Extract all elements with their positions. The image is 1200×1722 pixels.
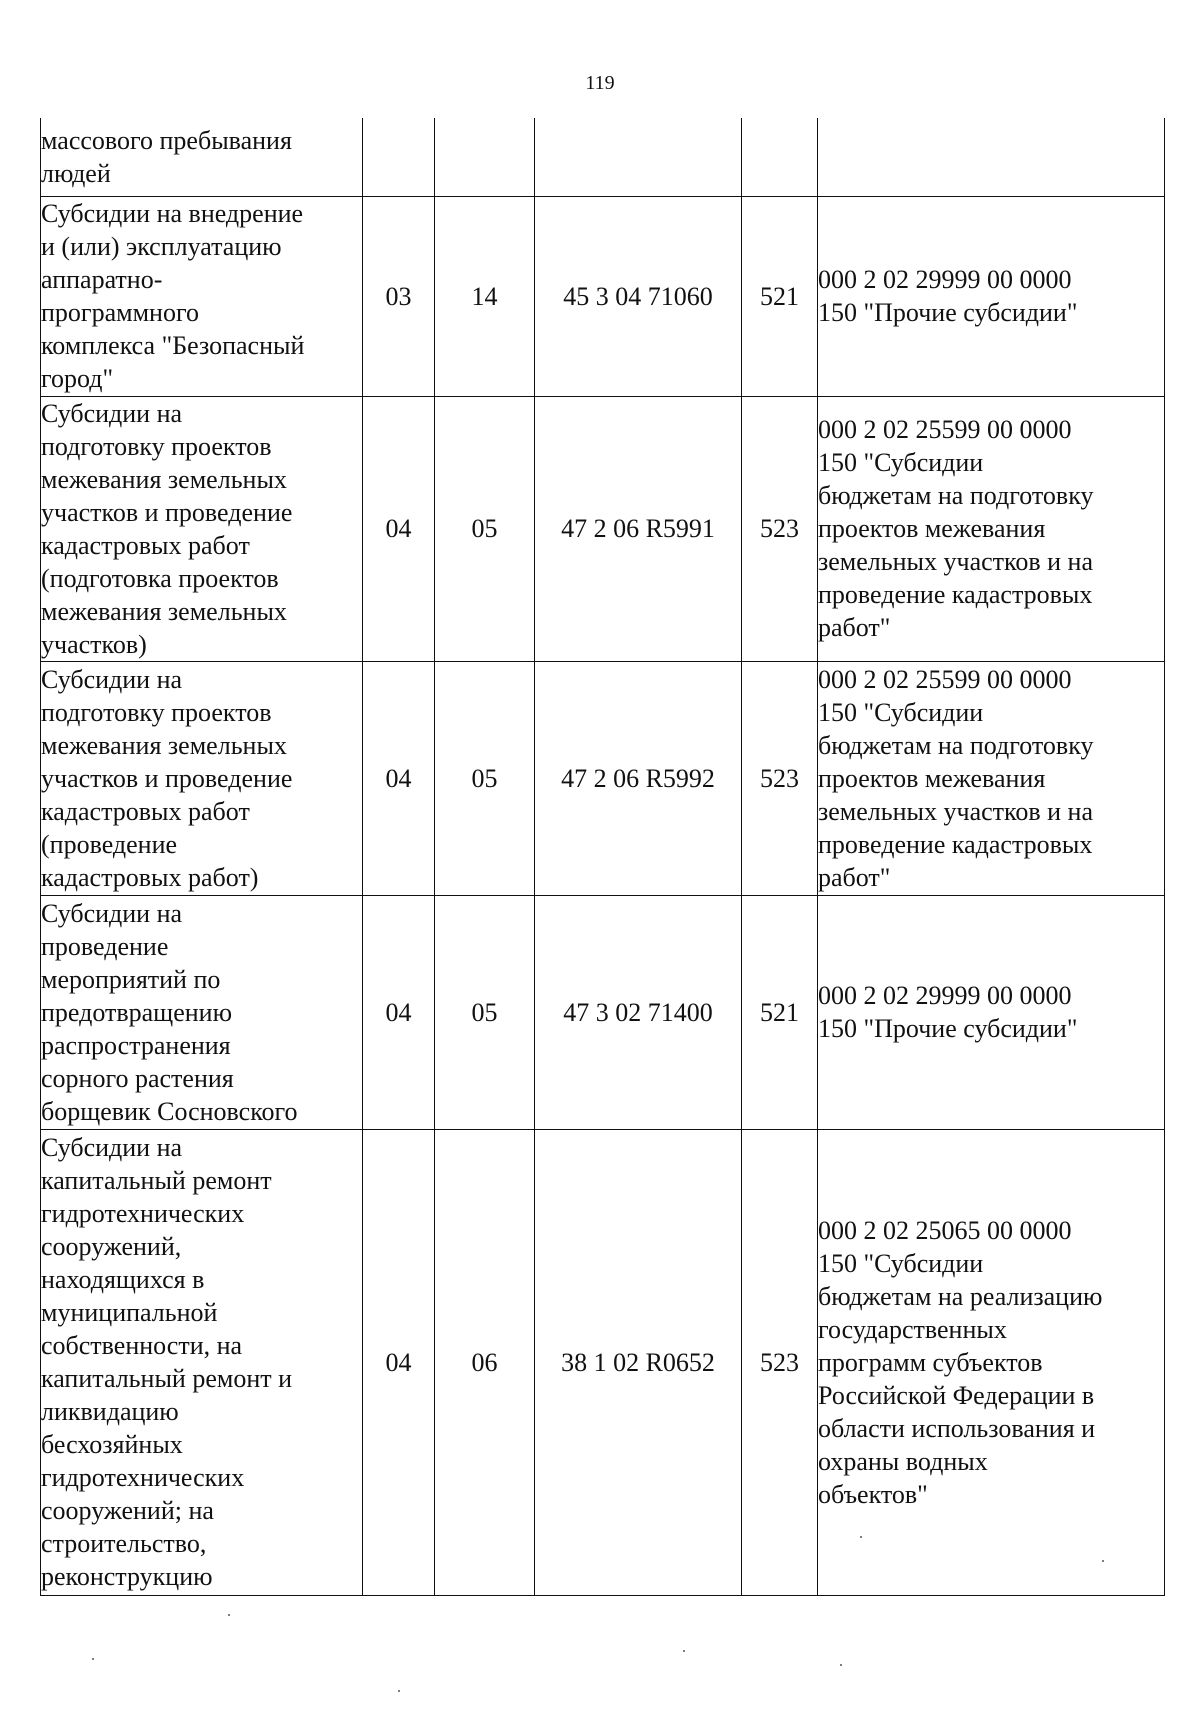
section-cell — [363, 118, 435, 196]
table-row — [41, 1129, 1165, 1595]
revenue-code-cell — [818, 196, 1165, 396]
subsection-cell: 05 — [435, 895, 535, 1129]
revenue-code-cell — [818, 118, 1165, 196]
page-number: 119 — [585, 72, 615, 94]
description-text: Субсидии на проведение мероприятий по предотвращению распространения сорного растения борщевик Сосновского — [41, 898, 298, 1126]
revenue-code-text: 000 2 02 25065 00 0000 150 "Субсидии бюджетам на реализацию государственных программ субъектов Российской Федерации в области использования и охраны водных объектов" — [818, 1215, 1103, 1509]
section-cell: 04 — [363, 1129, 435, 1595]
section-cell: 04 — [363, 895, 435, 1129]
target-article-cell: 47 3 02 71400 — [535, 895, 742, 1129]
subsection-cell: 05 — [435, 661, 535, 895]
description-text: Субсидии на подготовку проектов межевания земельных участков и проведение кадастровых работ (проведение кадастровых работ) — [41, 664, 293, 892]
description-cell — [41, 895, 363, 1129]
scan-speck — [92, 1658, 94, 1660]
description-text: Субсидии на капитальный ремонт гидротехнических сооружений, находящихся в муниципальной собственности, на капитальный ремонт и ликвидацию бесхозяйных гидротехнических сооружений; на строительство, реконструкцию — [41, 1133, 293, 1591]
budget-table — [40, 118, 1165, 1596]
section-cell: 03 — [363, 196, 435, 396]
description-cell — [41, 396, 363, 661]
subsection-cell: 05 — [435, 396, 535, 661]
expense-type-cell: 523 — [742, 396, 818, 661]
expense-type-cell: 521 — [742, 895, 818, 1129]
description-cell — [41, 118, 363, 196]
revenue-code-text: 000 2 02 25599 00 0000 150 "Субсидии бюджетам на подготовку проектов межевания земельных участков и на проведение кадастровых работ" — [818, 415, 1094, 642]
revenue-code-cell — [818, 661, 1165, 895]
description-text: Субсидии на подготовку проектов межевания земельных участков и проведение кадастровых работ (подготовка проектов межевания земельных участков) — [41, 398, 293, 659]
revenue-code-cell — [818, 1129, 1165, 1595]
table-row — [41, 895, 1165, 1129]
expense-type-cell — [742, 118, 818, 196]
target-article-cell: 38 1 02 R0652 — [535, 1129, 742, 1595]
revenue-code-text: 000 2 02 29999 00 0000 150 "Прочие субсидии" — [818, 981, 1078, 1043]
description-cell — [41, 196, 363, 396]
scan-speck — [1102, 1560, 1104, 1562]
expense-type-cell: 523 — [742, 1129, 818, 1595]
scan-speck — [860, 1536, 862, 1538]
scan-speck — [398, 1690, 400, 1692]
target-article-cell: 45 3 04 71060 — [535, 196, 742, 396]
scan-speck — [683, 1650, 685, 1652]
revenue-code-text: 000 2 02 25599 00 0000 150 "Субсидии бюджетам на подготовку проектов межевания земельных участков и на проведение кадастровых работ" — [818, 664, 1094, 892]
expense-type-cell: 521 — [742, 196, 818, 396]
subsection-cell: 14 — [435, 196, 535, 396]
table-row — [41, 118, 1165, 196]
subsection-cell — [435, 118, 535, 196]
description-text: Субсидии на внедрение и (или) эксплуатацию аппаратно- программного комплекса "Безопасный город" — [41, 199, 305, 393]
scan-speck — [840, 1664, 842, 1666]
revenue-code-text: 000 2 02 29999 00 0000 150 "Прочие субсидии" — [818, 265, 1078, 327]
subsection-cell: 06 — [435, 1129, 535, 1595]
expense-type-cell: 523 — [742, 661, 818, 895]
scan-speck — [228, 1614, 230, 1616]
revenue-code-cell — [818, 396, 1165, 661]
table-row — [41, 661, 1165, 895]
section-cell: 04 — [363, 661, 435, 895]
target-article-cell: 47 2 06 R5991 — [535, 396, 742, 661]
table-row — [41, 196, 1165, 396]
target-article-cell — [535, 118, 742, 196]
target-article-cell: 47 2 06 R5992 — [535, 661, 742, 895]
section-cell: 04 — [363, 396, 435, 661]
description-cell — [41, 1129, 363, 1595]
revenue-code-cell — [818, 895, 1165, 1129]
description-cell — [41, 661, 363, 895]
table-row — [41, 396, 1165, 661]
description-text: массового пребывания людей — [41, 125, 292, 188]
